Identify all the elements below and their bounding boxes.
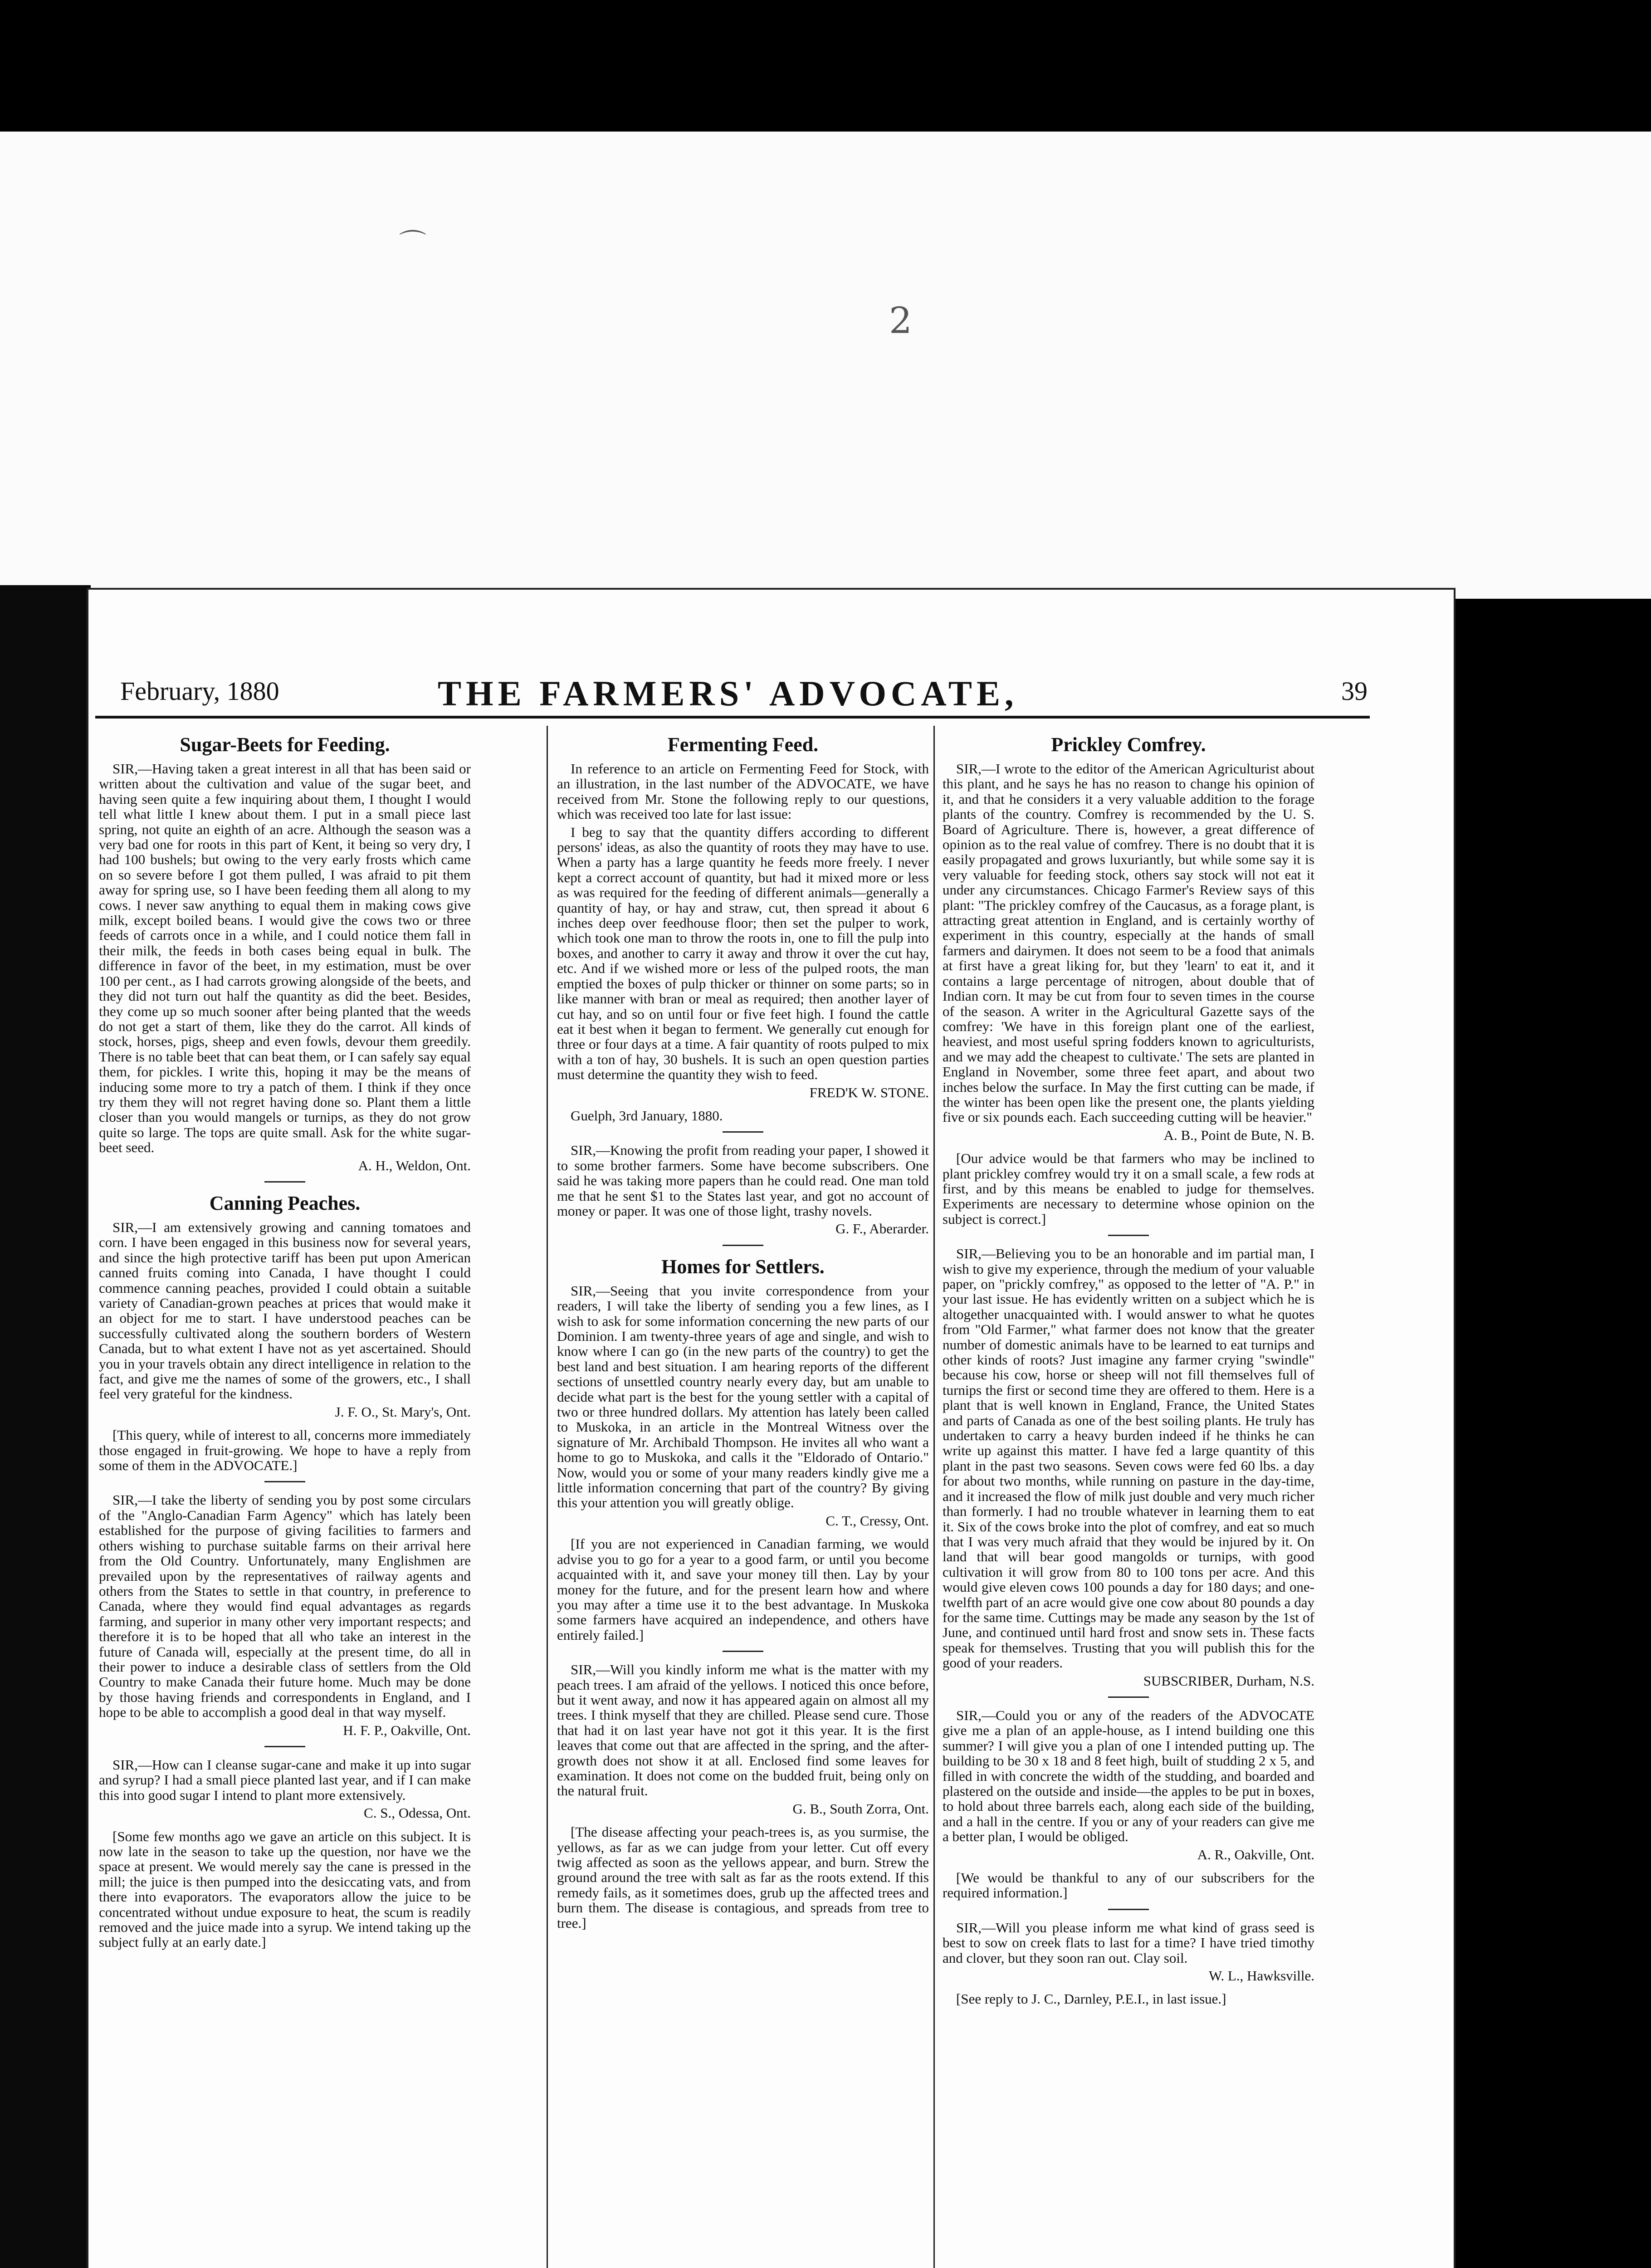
signature: SUBSCRIBER, Durham, N.S. <box>1143 1672 1314 1689</box>
separator <box>723 1651 763 1652</box>
article-body: SIR,—I am extensively growing and canning tomatoes and corn. I have been engaged in this business now for several years, and since the high protective tariff has been put upon American canned fruits coming into Canada, I have thought I could commence canning peaches, provided I could obtain a suitable variety of Canadian-grown peaches at prices that would make it an object for me to start. I have understood peaches can be successfully cultivated along the southern borders of Western Canada, but to what extent I have not as yet ascertained. Should you in your travels obtain any direct intelligence in relation to the fact, and give me the names of some of the growers, etc., I shall feel very grateful for the kindness. <box>99 1219 471 1402</box>
stray-pen-mark: ⌒ <box>399 228 426 260</box>
editor-note: [If you are not experienced in Canadian farming, we would advise you to go for a year to a good farm, or until you become acquainted with it, and save your money till then. Lay by your money for the future, and for the present learn how and where you may after a time use it to the best advantage. In Muskoka some farmers have acquired an independence, and others have entirely failed.] <box>557 1536 929 1643</box>
editor-note: [Some few months ago we gave an article on this subject. It is now late in the season to take up the question, nor have we the space at present. We would merely say the cane is pressed in the mill; the juice is then pumped into the desiccating vats, and from there into evaporators. The evaporators allow the juice to be concentrated without undue exposure to heat, the scum is readily removed and the juice made into a syrup. We intend taking up the subject fully at an early date.] <box>99 1828 471 1950</box>
signature: FRED'K W. STONE. <box>809 1084 929 1100</box>
top-blank-leaf <box>0 132 1651 599</box>
letter-body: SIR,—How can I cleanse sugar-cane and make it up into sugar and syrup? I had a small piece planted last year, and if I can make this into good sugar I intend to plant more extensively. <box>99 1756 471 1803</box>
article-title: Fermenting Feed. <box>667 733 819 756</box>
signature: J. F. O., St. Mary's, Ont. <box>335 1403 471 1420</box>
column-middle <box>557 730 929 1939</box>
column-divider-1 <box>547 726 548 2268</box>
separator <box>264 1481 305 1482</box>
article-title: Prickley Comfrey. <box>1051 733 1206 756</box>
letter-body: SIR,—Believing you to be an honorable and im partial man, I wish to give my experience, through the medium of your valuable paper, on "prickly comfrey," as opposed to the letter of "A. P." in your last issue. He has evidently written on a subject which he is altogether unacquainted with. I would answer to what he quotes from "Old Farmer," what farmer does not know that the greater number of domestic animals have to be learned to eat turnips and other kinds of roots? Just imagine any farmer crying "swindle" because his cow, horse or sheep will not fill themselves full of turnips the first or second time they are offered to them. Here is a plant that is well known in England, France, the United States and parts of Canada as one of the best soiling plants. He truly has undertaken to carry a heavy burden indeed if he thinks he can write up against this matter. I have fed a large quantity of this plant in the past two seasons. Seven cows were fed 60 lbs. a day for about two months, while running on pasture in the day-time, and it increased the flow of milk just double and very much richer than formerly. I had no trouble whatever in learning them to eat it. Six of the cows broke into the plot of comfrey, and eat so much that I was very much afraid that they would be injured by it. On land that will bear good mangolds or turnips, with good cultivation it will grow from 80 to 100 tons per acre. And this would give eleven cows 100 pounds a day for 180 days; and one-twelfth part of an acre would give one cow about 80 pounds a day for the same time. Cuttings may be made any season by the 1st of June, and continued until hard frost and snow sets in. These facts speak for themselves. Trusting that you will publish this for the good of your readers. <box>943 1246 1314 1671</box>
column-right <box>943 730 1314 2015</box>
page-header <box>120 674 1368 713</box>
article-body: I beg to say that the quantity differs according to different persons' ideas, as also the quantity of roots they may have to use. When a party has a large quantity he feeds more freely. I never kept a correct account of quantity, but had it mixed more or less as was required for the feeding of different animals—generally a quantity of hay, or hay and straw, cut, then spread it about 6 inches deep over feedhouse floor; then set the pulper to work, which took one man to throw the roots in, one to fill the pulp into boxes, and another to carry it away and throw it over the cut hay, etc. And if we wished more or less of the pulped roots, the man emptied the boxes of pulp thicker or thinner on some parts; so in like manner with bran or meal as required; then another layer of cut hay, and so on until four or five feet high. I found the cattle eat it best when it began to ferment. We generally cut enough for three or four days at a time. A fair quantity of roots pulped to mix with a ton of hay, 30 bushels. It is such an open question parties must determine the quantity they wish to feed. <box>557 824 929 1083</box>
editor-note: [We would be thankful to any of our subscribers for the required information.] <box>943 1870 1314 1901</box>
separator <box>723 1245 763 1246</box>
letter-body: SIR,—Will you please inform me what kind of grass seed is best to sow on creek flats to last for a time? I have tried timothy and clover, but they soon ran out. Clay soil. <box>943 1919 1314 1966</box>
signature: H. F. P., Oakville, Ont. <box>343 1722 471 1738</box>
stray-scribble: 2 <box>889 299 912 342</box>
signature: G. F., Aberarder. <box>835 1221 929 1237</box>
issue-date: February, 1880 <box>120 676 279 706</box>
signature: A. H., Weldon, Ont. <box>358 1157 471 1173</box>
column-divider-2 <box>933 726 935 2268</box>
letter-body: SIR,—I take the liberty of sending you by post some circulars of the "Anglo-Canadian Farm Agency" which has lately been established for the purpose of giving facilities to farmers and others wishing to purchase suitable farms on their arrival here from the Old Country. Unfortunately, many Englishmen are prevailed upon by the representatives of railway agents and others from the States to settle in that country, in preference to Canada, where they would find equal advantages as regards farming, and superior in many other very important respects; and therefore it is to be hoped that all who take an interest in the future of Canada will, especially at the present time, do all in their power to induce a desirable class of settlers from the Old Country to make Canada their future home. Much may be done by those having friends and correspondents in England, and I hope to be able to accomplish a good deal in that way myself. <box>99 1492 471 1721</box>
header-rule <box>95 716 1370 719</box>
signature: C. T., Cressy, Ont. <box>826 1512 929 1529</box>
column-left <box>99 730 471 1958</box>
letter-body: SIR,—Could you or any of the readers of the ADVOCATE give me a plan of an apple-house, as I intend building one this summer? I will give you a plan of one I intended putting up. The building to be 30 x 18 and 8 feet high, built of studding 2 x 5, and filled in with concrete the width of the studding, and boarded and plastered on the outside and inside—the apples to be put in boxes, to hold about three barrels each, along each side of the building, and a hall in the centre. If you or any of your readers can give me a better plan, I would be obliged. <box>943 1707 1314 1845</box>
separator <box>1108 1909 1149 1910</box>
letter-body: SIR,—Will you kindly inform me what is the matter with my peach trees. I am afraid of the yellows. I noticed this once before, but it went away, and now it has appeared again on almost all my trees. I think myself that they are chilled. Please send cure. Those that had it on last year have not got it this year. It is the first leaves that come out that are affected in the spring, and the after-growth does not show it at all. Enclosed find some leaves for examination. It does not come on the budded fruit, being only on the natural fruit. <box>557 1662 929 1799</box>
separator <box>723 1131 763 1133</box>
signature: A. R., Oakville, Ont. <box>1197 1846 1314 1862</box>
letter-body: SIR,—Knowing the profit from reading your paper, I showed it to some brother farmers. Some have become subscribers. One said he was taking more papers than he could read. One man told me that he sent $1 to the States last year, and got no account of money or paper. It was one of those light, trashy novels. <box>557 1142 929 1219</box>
article-title: Canning Peaches. <box>209 1192 361 1214</box>
article-body: SIR,—Having taken a great interest in all that has been said or written about the cultivation and value of the sugar beet, and having seen quite a few inquiring about them, I thought I would tell what little I knew about them. I put in a small piece last spring, not quite an eighth of an acre. Although the season was a very bad one for roots in this part of Kent, it being so very dry, I had 100 bushels; but owing to the very early frosts which came on so severe before I got them pulled, I was afraid to pit them away for spring use, so I have been feeding them all along to my cows. I never saw anything to equal them in making cows give milk, except boiled beans. I would give the cows two or three feeds of carrots once in a while, and I could notice them fall in their milk, the feeds in both cases being equal in bulk. The difference in favor of the beet, in my estimation, must be over 100 per cent., as I had carrots growing alongside of the beets, and they did not turn out half the quantity as did the beet. Besides, they come up so much sooner after being planted that the weeds do not get a start of them, like they do the carrot. All kinds of stock, horses, pigs, sheep and even fowls, devour them greedily. There is no table beet that can beat them, or I can safely say equal them, for pickles. I write this, hoping it may be the means of inducing some more to try a patch of them. I think if they once try them they will not regret having done so. Plant them a little closer than you would mangels or turnips, as they do not grow quite so large. The tops are quite small. Ask for the white sugar-beet seed. <box>99 761 471 1156</box>
left-binding-shadow <box>0 585 91 2268</box>
article-body: SIR,—I wrote to the editor of the American Agriculturist about this plant, and he says he has no reason to change his opinion of it, and that he considers it a very valuable addition to the forage plants of the country. Comfrey is recommended by the U. S. Board of Agriculture. There is, however, a great difference of opinion as to the real value of comfrey. There is no doubt that it is easily propagated and grows luxuriantly, but while some say it is very valuable for feeding stock, others say stock will not eat it under any circumstances. Chicago Farmer's Review says of this plant: "The prickley comfrey of the Caucasus, as a forage plant, is attracting great attention in England, and is certainly worthy of experiment in this country, especially at the hands of small farmers and dairymen. It does not seem to be a food that animals at first have a great liking for, but they 'learn' to eat it, and it contains a large percentage of nitrogen, about double that of Indian corn. It may be cut from four to seven times in the course of the season. A writer in the Agricultural Gazette says of the comfrey: 'We have in this foreign plant one of the earliest, heaviest, and most useful spring fodders known to agriculturists, and we may add the cheapest to cultivate.' The sets are planted in England in November, some three feet apart, and about two inches below the surface. In May the first cutting can be made, if the winter has been open like the present one, the plants yielding five or six pounds each. Each succeeding cutting will be heavier." <box>943 761 1314 1125</box>
separator <box>1108 1696 1149 1698</box>
separator <box>264 1181 305 1183</box>
separator <box>1108 1235 1149 1236</box>
editor-note: [See reply to J. C., Darnley, P.E.I., in last issue.] <box>956 1991 1226 2007</box>
article-intro: In reference to an article on Fermenting Feed for Stock, with an illustration, in the last number of the ADVOCATE, we have received from Mr. Stone the following reply to our questions, which was received too late for last issue: <box>557 761 929 822</box>
masthead-title: THE FARMERS' ADVOCATE, <box>438 674 1018 713</box>
signature: A. B., Point de Bute, N. B. <box>1163 1127 1314 1143</box>
editor-note: [This query, while of interest to all, concerns more immediately those engaged in fruit-growing. We hope to have a reply from some of them in the ADVOCATE.] <box>99 1427 471 1474</box>
article-title: Sugar-Beets for Feeding. <box>180 733 390 756</box>
editor-note: [Our advice would be that farmers who may be inclined to plant prickley comfrey would try it on a small scale, a few rods at first, and by this means be enabled to judge for themselves. Experiments are necessary to determine whose opinion on the subject is correct.] <box>943 1150 1314 1227</box>
article-body: SIR,—Seeing that you invite correspondence from your readers, I will take the liberty of sending you a few lines, as I wish to ask for some information concerning the new parts of our Dominion. I am twenty-three years of age and single, and wish to know where I can go (in the new parts of the country) to get the best land and best situation. I am hearing reports of the different sections of unsettled country nearly every day, but am unable to decide what part is the best for the young settler with a capital of two or three hundred dollars. My attention has lately been called to Muskoka, in an article in the Montreal Witness over the signature of Mr. Archibald Thompson. He invites all who want a home to go to Muskoka, and calls it the "Eldorado of Ontario." Now, would you or some of your many readers kindly give me a little information concerning that part of the country? By giving this your attention you will greatly oblige. <box>557 1282 929 1511</box>
signature: W. L., Hawksville. <box>1208 1968 1314 1984</box>
page-number: 39 <box>1341 676 1368 706</box>
signature: G. B., South Zorra, Ont. <box>792 1800 929 1817</box>
separator <box>264 1746 305 1747</box>
signature: C. S., Odessa, Ont. <box>364 1805 471 1821</box>
article-title: Homes for Settlers. <box>661 1255 825 1278</box>
dateline: Guelph, 3rd January, 1880. <box>571 1107 723 1124</box>
editor-note: [The disease affecting your peach-trees is, as you surmise, the yellows, as far as we can judge from your letter. Cut off every twig affected as soon as the yellows appear, and burn. Strew the ground around the tree with salt as far as the roots extend. If this remedy fails, as it sometimes does, grub up the affected trees and burn them. The disease is contagious, and spreads from tree to tree.] <box>557 1824 929 1931</box>
